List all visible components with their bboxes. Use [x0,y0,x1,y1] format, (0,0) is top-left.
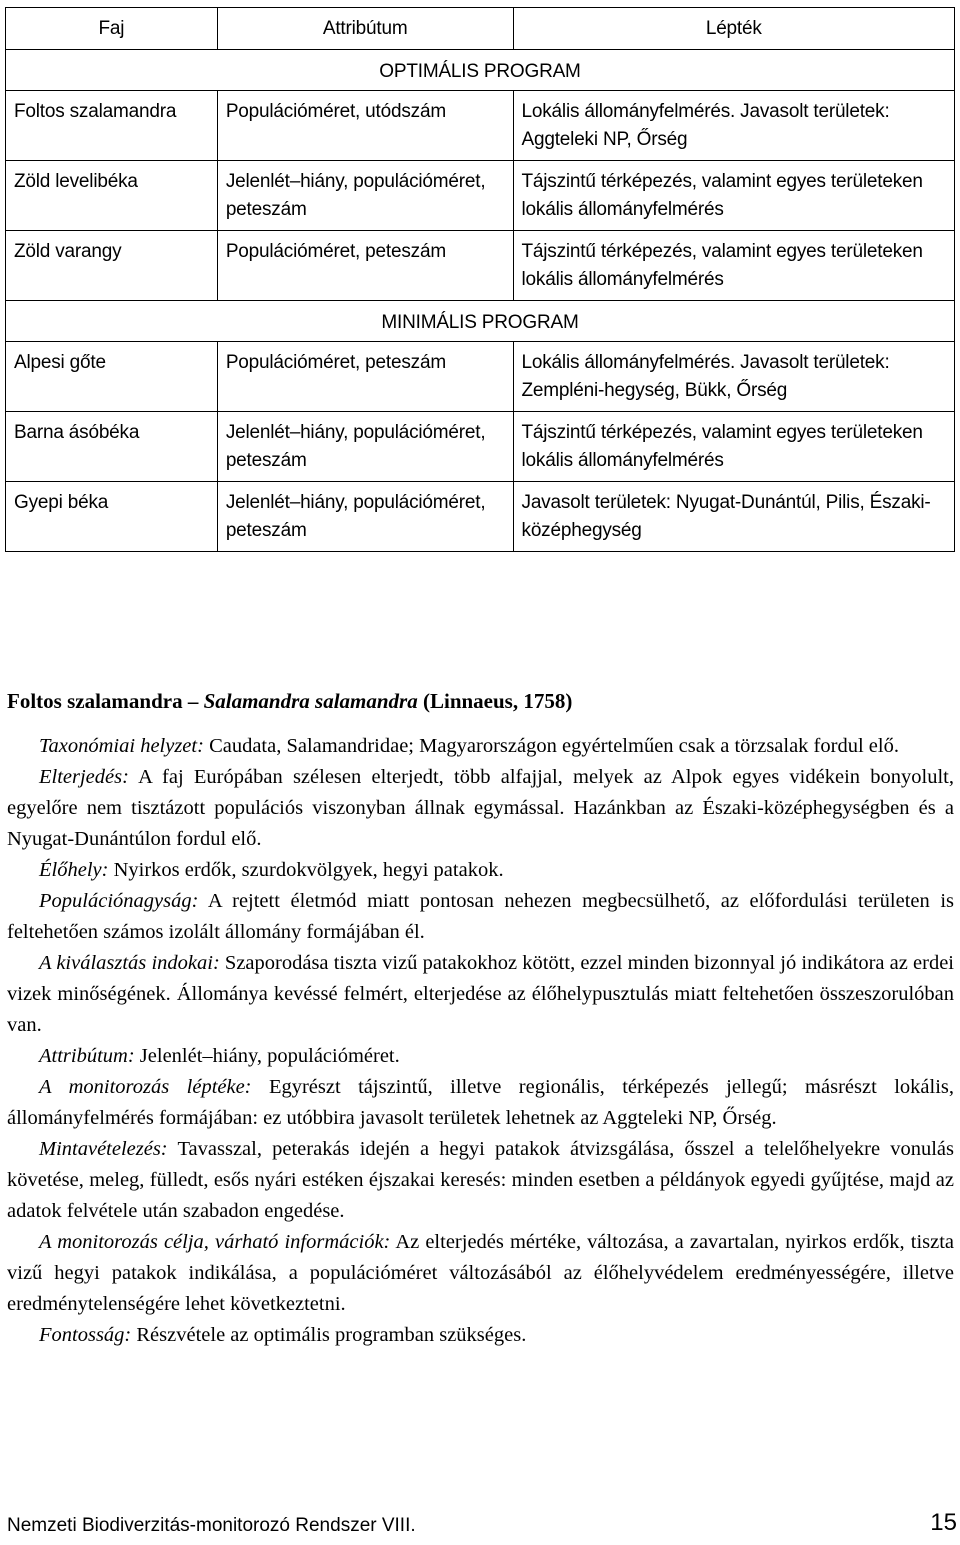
paragraph-label: Taxonómiai helyzet: [39,735,204,757]
paragraph-distribution [7,762,954,855]
paragraph-text: Tavasszal, peterakás idején a hegyi patakok átvizsgálása, ősszel a telelőhelyekre vonulás követése, meleg, fülledt, esős nyári estéken éjszakai keresés: minden esetben a példányok egyedi gyűjtése, majd az adatok felvétele után szabadon engedése. [7,1138,954,1222]
paragraph-text: A rejtett életmód miatt pontosan nehezen megbecsülhető, az előfordulási területen is feltehetően számos izolált állomány formájában él. [7,890,954,943]
paragraph-label: A monitorozás léptéke: [39,1076,252,1098]
header-species: Faj [6,8,218,50]
footer-title: Nemzeti Biodiverzitás-monitorozó Rendszer VIII. [7,1515,416,1536]
paragraph-population-size [7,886,954,948]
scale-cell: Tájszintű térképezés, valamint egyes területeken lokális állományfelmérés [513,161,954,231]
species-table [5,7,955,552]
attribute-cell: Jelenlét–hiány, populációméret, peteszám [217,482,513,552]
paragraph-text: Jelenlét–hiány, populációméret. [134,1045,400,1067]
paragraph-text: Szaporodása tiszta vizű patakokhoz kötött, ezzel minden bizonnyal jó indikátora az erdei vizek minőségének. Állománya kevéssé felmért, elterjedése az élőhelypusztulás miatt feltehetően összeszorulóban van. [7,952,954,1036]
paragraph-selection-reasons [7,948,954,1041]
table-row [6,161,955,231]
paragraph-label: Elterjedés: [39,766,129,788]
species-cell: Zöld levelibéka [6,161,218,231]
page-footer [7,1509,957,1537]
paragraph-text: Nyirkos erdők, szurdokvölgyek, hegyi patakok. [108,859,504,881]
section-row-optimal [6,50,955,91]
paragraph-habitat [7,855,954,886]
paragraph-monitoring-goal [7,1227,954,1320]
paragraph-label: Attribútum: [39,1045,135,1067]
table-row [6,412,955,482]
species-cell: Foltos szalamandra [6,91,218,161]
paragraph-text: A faj Európában szélesen elterjedt, több alfajjal, melyek az Alpok egyes vidékein bonyolult, egyelőre nem tisztázott populációs viszonyban állnak egymással. Hazánkban az Északi-középhegységben és a Nyugat-Dunántúlon fordul elő. [7,766,954,850]
scale-cell: Tájszintű térképezés, valamint egyes területeken lokális állományfelmérés [513,412,954,482]
attribute-cell: Populációméret, peteszám [217,342,513,412]
scale-cell: Tájszintű térképezés, valamint egyes területeken lokális állományfelmérés [513,231,954,301]
paragraph-text: Az elterjedés mértéke, változása, a zavartalan, nyirkos erdők, tiszta vizű hegyi patakok indikálása, a populációméret változásából az élőhelyvédelem eredményességére, illetve eredménytelenségére lehet következtetni. [7,1231,955,1315]
header-attribute: Attribútum [217,8,513,50]
section-row-minimal [6,301,955,342]
page-number: 15 [930,1509,957,1536]
species-cell: Barna ásóbéka [6,412,218,482]
paragraph-text: Egyrészt tájszintű, illetve regionális, térképezés jellegű; másrészt lokális, állományfelmérés formájában: ez utóbbira javasolt területek lehetnek az Aggteleki NP, Őrség. [7,1076,954,1129]
paragraph-monitoring-scale [7,1072,954,1134]
title-author: (Linnaeus, 1758) [417,689,573,713]
attribute-cell: Populációméret, peteszám [217,231,513,301]
section-optimal-title: OPTIMÁLIS PROGRAM [6,50,955,91]
species-cell: Alpesi gőte [6,342,218,412]
table-row [6,482,955,552]
paragraph-taxonomy [7,731,954,762]
scale-cell: Lokális állományfelmérés. Javasolt területek: Zempléni-hegység, Bükk, Őrség [513,342,954,412]
paragraph-sampling [7,1134,954,1227]
paragraph-attribute [7,1041,954,1072]
table-row [6,231,955,301]
title-dash: – [182,689,204,713]
paragraph-importance [7,1320,954,1351]
section-minimal-title: MINIMÁLIS PROGRAM [6,301,955,342]
table-header-row [6,8,955,50]
scale-cell: Lokális állományfelmérés. Javasolt területek: Aggteleki NP, Őrség [513,91,954,161]
species-cell: Zöld varangy [6,231,218,301]
paragraph-label: A kiválasztás indokai: [39,952,220,974]
paragraph-label: A monitorozás célja, várható információk: [39,1231,391,1253]
paragraph-label: Fontosság: [39,1324,132,1346]
table-row [6,342,955,412]
header-scale: Lépték [513,8,954,50]
paragraph-label: Mintavételezés: [39,1138,168,1160]
species-article [7,686,954,1351]
table-row [6,91,955,161]
attribute-cell: Jelenlét–hiány, populációméret, peteszám [217,412,513,482]
attribute-cell: Populációméret, utódszám [217,91,513,161]
article-title [7,686,954,716]
title-latin-name: Salamandra salamandra [203,689,418,713]
paragraph-text: Caudata, Salamandridae; Magyarországon egyértelműen csak a törzsalak fordul elő. [203,735,899,757]
paragraph-text: Részvétele az optimális programban szükséges. [131,1324,527,1346]
title-common-name: Foltos szalamandra [7,689,183,713]
species-cell: Gyepi béka [6,482,218,552]
paragraph-label: Populációnagyság: [39,890,199,912]
attribute-cell: Jelenlét–hiány, populációméret, peteszám [217,161,513,231]
scale-cell: Javasolt területek: Nyugat-Dunántúl, Pilis, Északi-középhegység [513,482,954,552]
paragraph-label: Élőhely: [39,859,109,881]
